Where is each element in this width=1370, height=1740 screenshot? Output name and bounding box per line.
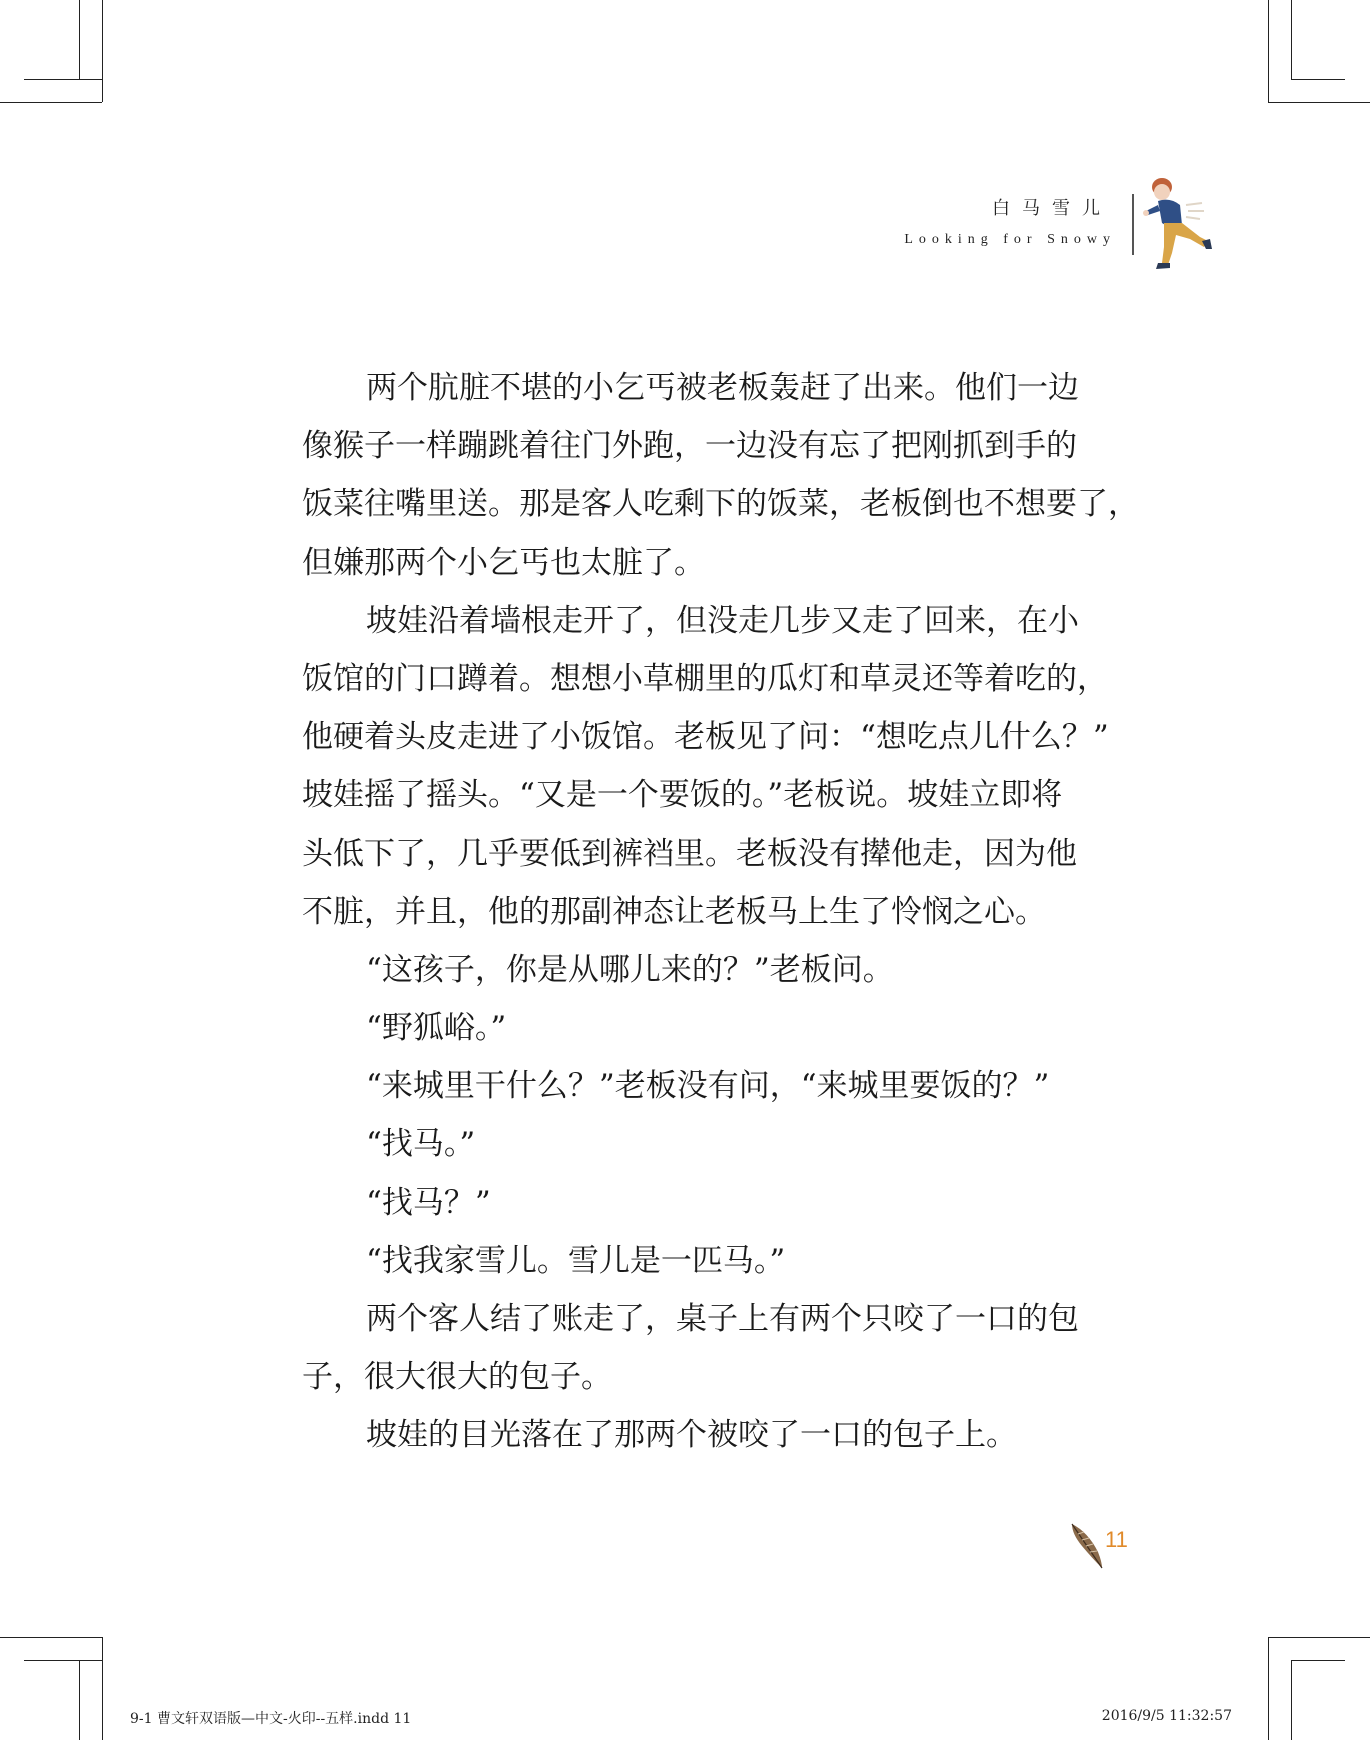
body-text <box>302 366 1139 1472</box>
text-line: 头低下了，几乎要低到裤裆里。老板没有撵他走，因为他 <box>302 835 1077 872</box>
text-line: “找马。” <box>366 1126 476 1163</box>
text-line: “野狐峪。” <box>366 1010 507 1047</box>
header-divider <box>1132 194 1134 255</box>
crop-mark <box>1268 1637 1370 1638</box>
footer-timestamp: 2016/9/5 11:32:57 <box>1101 1708 1232 1724</box>
text-line: 两个肮脏不堪的小乞丐被老板轰赶了出来。他们一边 <box>366 370 1079 406</box>
text-line: “找我家雪儿。雪儿是一匹马。” <box>366 1242 786 1279</box>
crop-mark <box>0 1637 102 1638</box>
crop-mark <box>1268 102 1370 103</box>
text-line: 饭馆的门口蹲着。想想小草棚里的瓜灯和草灵还等着吃的， <box>302 660 1108 697</box>
crop-mark <box>24 79 102 80</box>
crop-mark <box>1291 1660 1345 1661</box>
page-number: 11 <box>1105 1527 1128 1552</box>
text-line: 不脏，并且，他的那副神态让老板马上生了怜悯之心。 <box>302 893 1046 930</box>
text-line: 两个客人结了账走了，桌子上有两个只咬了一口的包 <box>366 1301 1079 1337</box>
text-line: 坡娃摇了摇头。“又是一个要饭的。”老板说。坡娃立即将 <box>302 777 1063 814</box>
crop-mark <box>102 0 103 102</box>
feather-icon <box>1068 1522 1108 1570</box>
crop-mark <box>1268 1637 1269 1740</box>
crop-mark <box>1291 79 1345 80</box>
text-line: 饭菜往嘴里送。那是客人吃剩下的饭菜，老板倒也不想要了， <box>302 486 1139 523</box>
text-line: 但嫌那两个小乞丐也太脏了。 <box>302 544 705 581</box>
text-line: 他硬着头皮走进了小饭馆。老板见了问：“想吃点儿什么？” <box>302 719 1109 756</box>
footer-file-slug: 9-1 曹文轩双语版—中文-火印--五样.indd 11 <box>130 1711 412 1727</box>
crop-mark <box>24 1660 102 1661</box>
crop-mark <box>1291 0 1292 79</box>
crop-mark <box>1268 0 1269 102</box>
text-line: 子，很大很大的包子。 <box>302 1359 612 1396</box>
text-line: 坡娃沿着墙根走开了，但没走几步又走了回来，在小 <box>366 602 1079 639</box>
running-header-title: 白马雪儿 <box>992 198 1112 219</box>
running-header-subtitle: Looking for Snowy <box>904 232 1116 247</box>
text-line: “找马？” <box>366 1184 491 1221</box>
text-line: “这孩子，你是从哪儿来的？”老板问。 <box>366 951 894 988</box>
crop-mark <box>0 102 102 103</box>
text-line: “来城里干什么？”老板没有问，“来城里要饭的？” <box>366 1068 1050 1105</box>
crop-mark <box>1291 1660 1292 1740</box>
text-line: 坡娃的目光落在了那两个被咬了一口的包子上。 <box>366 1417 1017 1454</box>
crop-mark <box>79 1660 80 1740</box>
crop-mark <box>79 0 80 79</box>
text-line: 像猴子一样蹦跳着往门外跑，一边没有忘了把刚抓到手的 <box>302 428 1077 465</box>
running-boy-illustration <box>1140 175 1225 275</box>
crop-mark <box>102 1637 103 1740</box>
